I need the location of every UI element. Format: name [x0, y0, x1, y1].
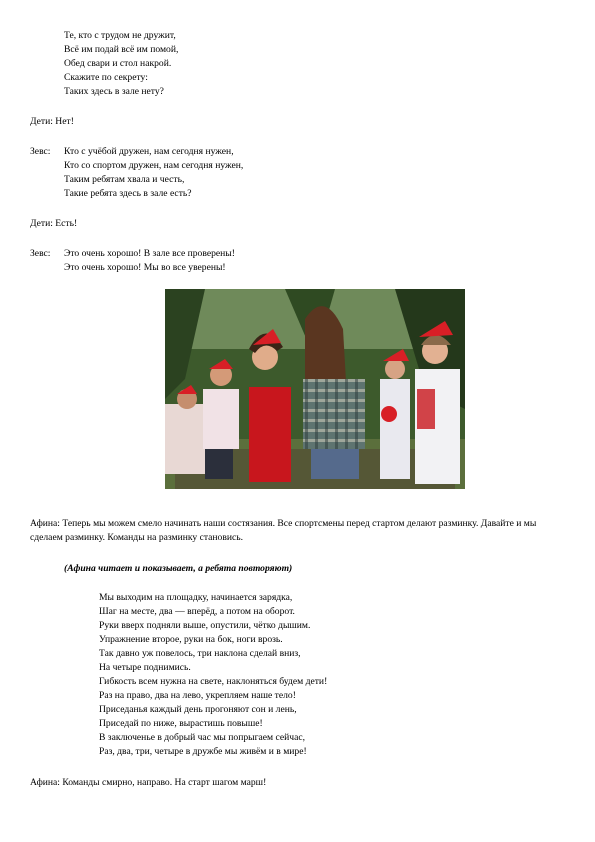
children-reply: Дети: Есть! [30, 218, 78, 229]
zeus-line: Это очень хорошо! Мы во все уверены! [64, 262, 226, 273]
zeus-line: Кто с учёбой дружен, нам сегодня нужен, [64, 146, 234, 157]
warmup-line: Так давно уж повелось, три наклона сделай вниз, [99, 648, 301, 659]
event-photo [165, 289, 465, 489]
poem-line: Всё им подай всё им помой, [64, 44, 179, 55]
zeus-line: Это очень хорошо! В зале все проверены! [64, 248, 235, 259]
zeus-line: Такие ребята здесь в зале есть? [64, 188, 192, 199]
zeus-line: Кто со спортом дружен, нам сегодня нужен, [64, 160, 244, 171]
warmup-line: Раз на право, два на лево, укрепляем наше тело! [99, 690, 296, 701]
children-reply: Дети: Нет! [30, 116, 74, 127]
warmup-line: Шаг на месте, два — вперёд, а потом на оборот. [99, 606, 295, 617]
poem-line: Таких здесь в зале нету? [64, 86, 164, 97]
warmup-line: Мы выходим на площадку, начинается зарядка, [99, 592, 293, 603]
athena-speech: Афина: Теперь мы можем смело начинать наши состязания. Все спортсмены перед стартом делают разминку. Давайте и мы сделаем разминку. Команды на разминку становись. [30, 518, 537, 543]
poem-line: Обед свари и стол накрой. [64, 58, 172, 69]
warmup-line: Гибкость всем нужна на свете, наклоняться будем дети! [99, 676, 328, 687]
warmup-line: В заключенье в добрый час мы попрыгаем сейчас, [99, 732, 305, 743]
warmup-line: Приседанья каждый день прогоняют сон и лень, [99, 704, 297, 715]
warmup-line: Упражнение второе, руки на бок, ноги врозь. [99, 634, 283, 645]
warmup-line: Руки вверх подняли выше, опустили, чётко дышим. [99, 620, 311, 631]
speaker-label: Зевс: [30, 248, 51, 259]
speaker-label: Зевс: [30, 146, 51, 157]
warmup-line: Приседай по ниже, вырастишь повыше! [99, 718, 263, 729]
stage-direction: (Афина читает и показывает, а ребята повторяют) [64, 563, 293, 574]
poem-line: Скажите по секрету: [64, 72, 148, 83]
athena-speech: Афина: Команды смирно, направо. На старт шагом марш! [30, 777, 267, 788]
poem-line: Те, кто с трудом не дружит, [64, 30, 176, 41]
photo-illustration [165, 289, 465, 489]
warmup-line: На четыре поднимись. [99, 662, 191, 673]
warmup-line: Раз, два, три, четыре в дружбе мы живём и в мире! [99, 746, 307, 757]
zeus-line: Таким ребятам хвала и честь, [64, 174, 185, 185]
